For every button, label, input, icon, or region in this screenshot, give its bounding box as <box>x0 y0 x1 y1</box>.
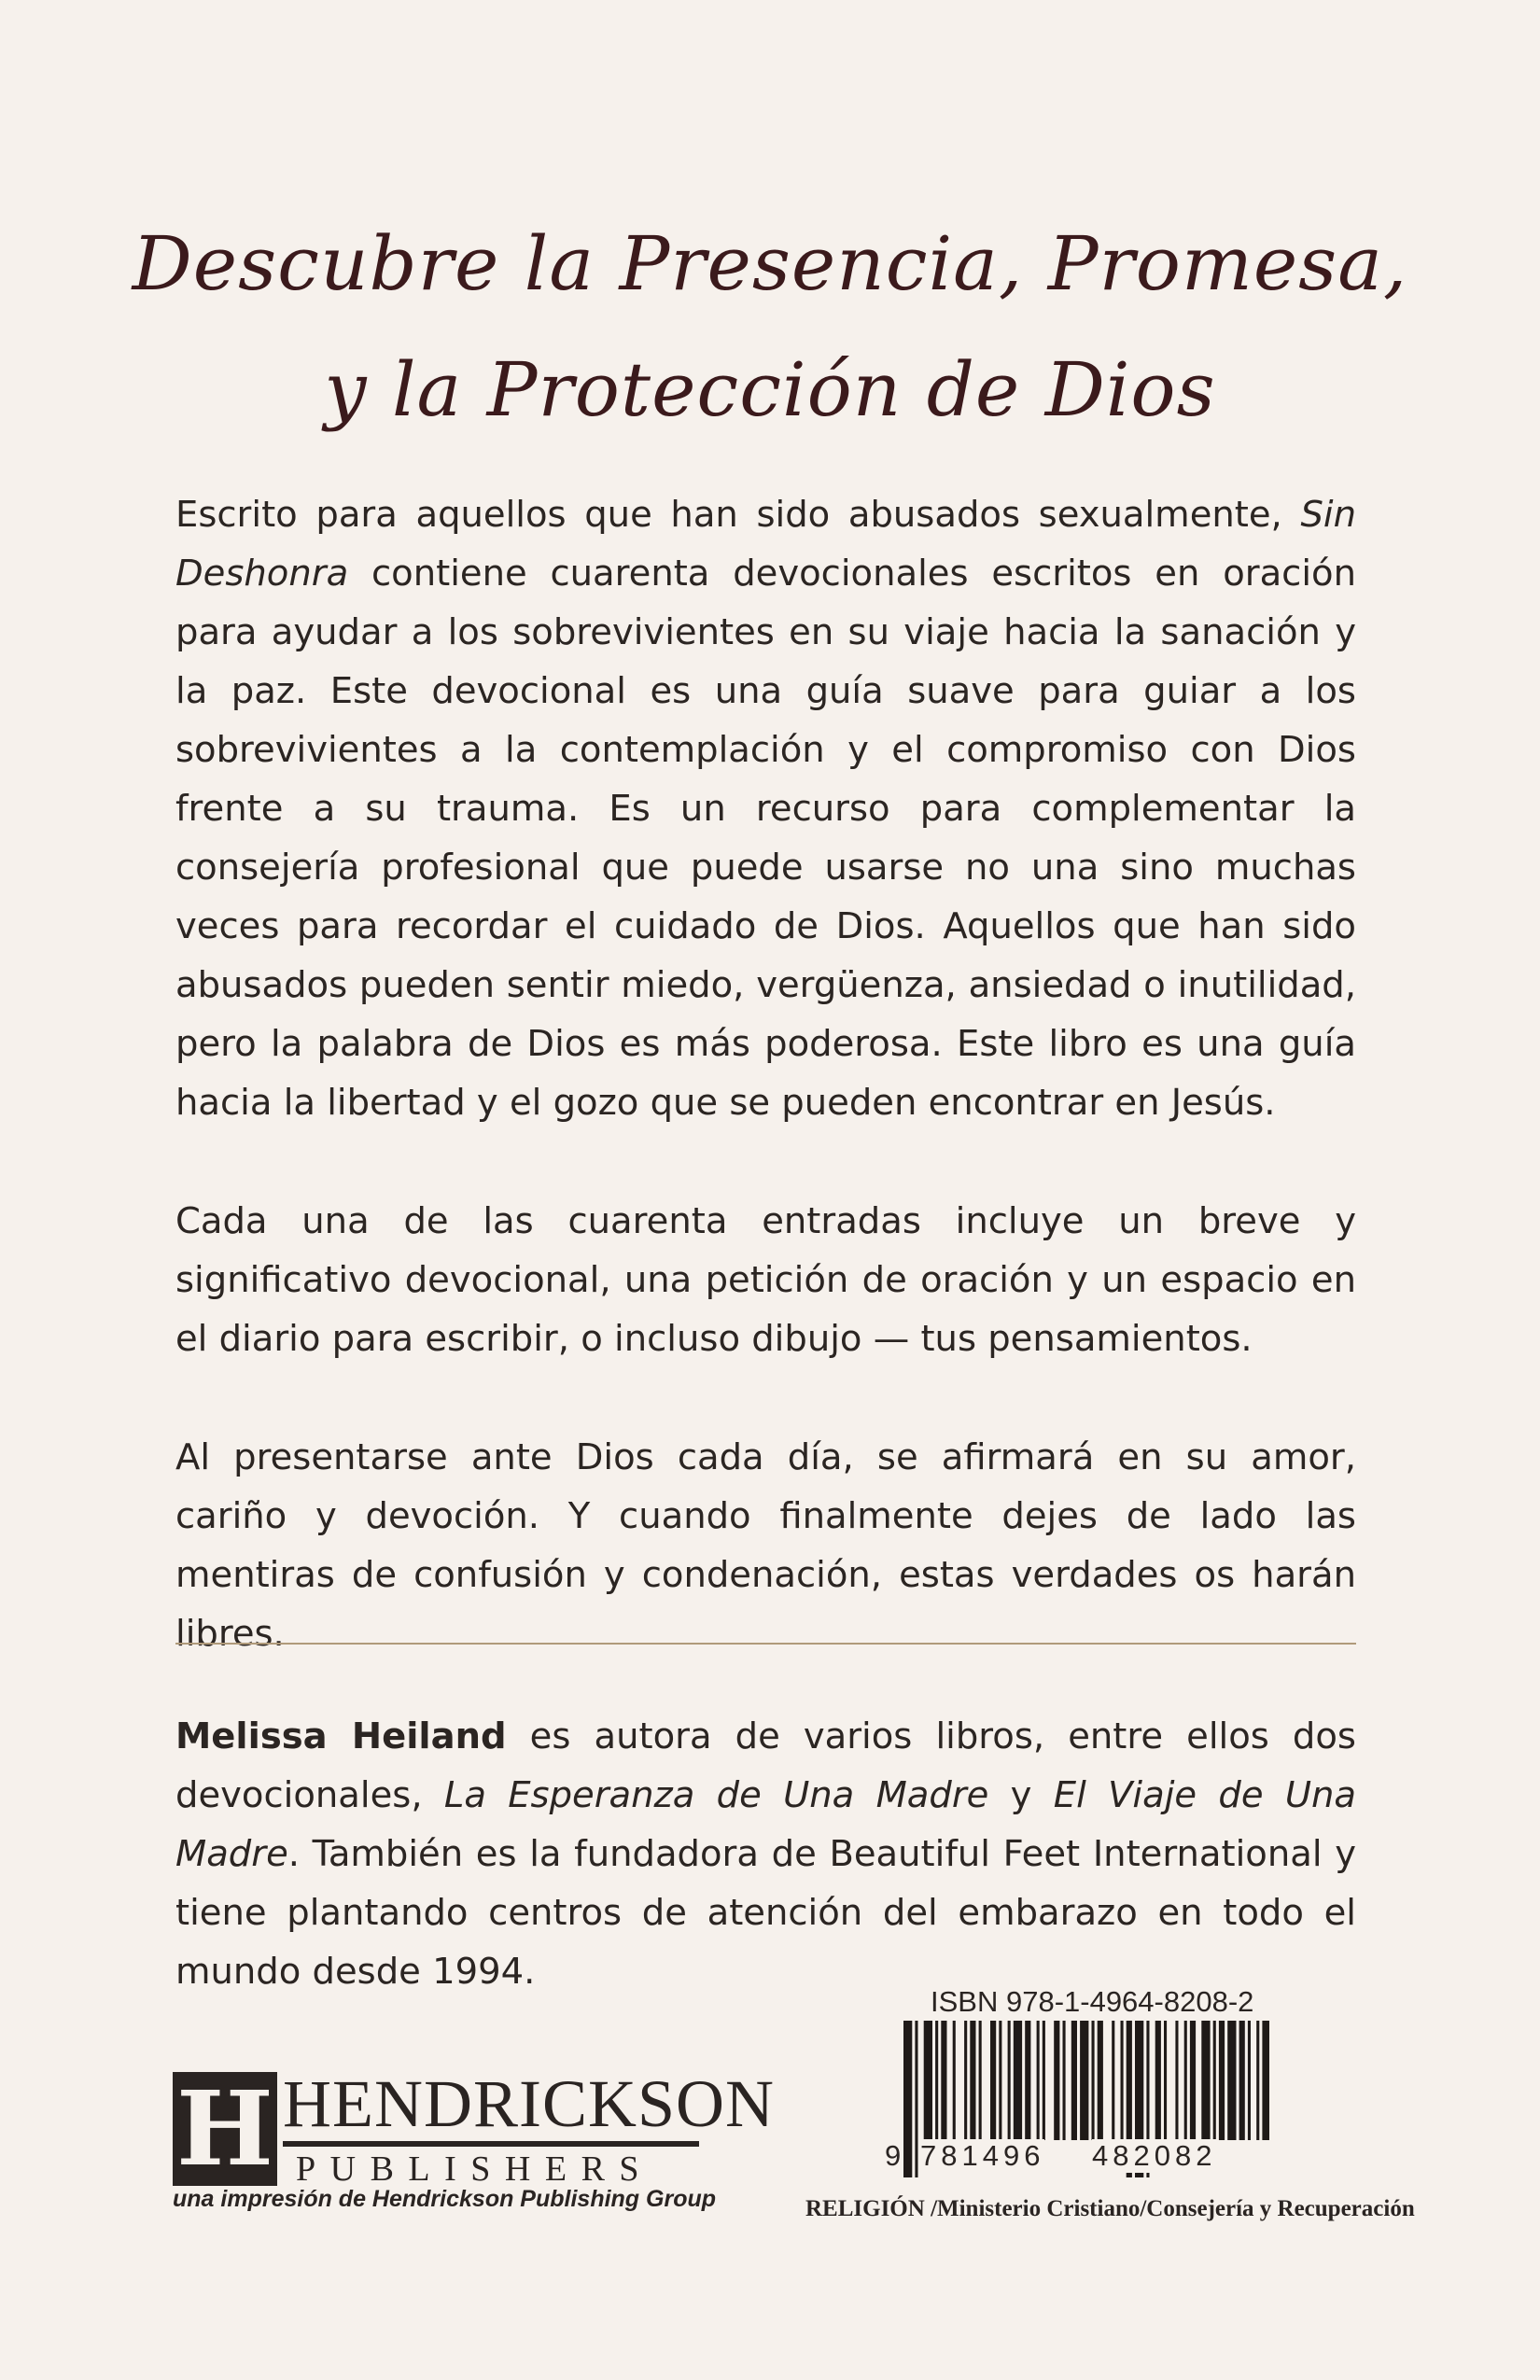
bio-text-3: . También es la fundadora de Beautiful Feet International y tiene plantando centros de atención del embarazo en todo el mundo desde 1994. <box>175 1833 1356 1993</box>
bio-text-2: y <box>988 1774 1054 1816</box>
description-paragraph-3 <box>175 1428 1356 1663</box>
para1-text-start: Escrito para aquellos que han sido abusados sexualmente, <box>175 494 1301 536</box>
category-label <box>805 2195 1415 2223</box>
description-paragraph-2 <box>175 1192 1356 1368</box>
publisher-logo-mark: H <box>173 2072 277 2186</box>
publisher-subtitle: PUBLISHERS <box>296 2149 654 2189</box>
barcode-digits-left: 781496 <box>920 2139 1045 2172</box>
headline <box>0 201 1540 453</box>
author-bio <box>175 1707 1356 2001</box>
category-rest: /Ministerio Cristiano/Consejería y Recuperación <box>924 2196 1415 2221</box>
para3-text: Al presentarse ante Dios cada día, se afirmará en su amor, cariño y devoción. Y cuando finalmente dejes de lado las mentiras de confusión y condenación, estas verdades os harán libres. <box>175 1436 1356 1655</box>
para2-text: Cada una de las cuarenta entradas incluye un breve y significativo devocional, una petición de oración y un espacio en el diario para escribir, o incluso dibujo — tus pensamientos. <box>175 1200 1356 1360</box>
headline-line-1: Descubre la Presencia, Promesa, <box>132 220 1408 307</box>
author-name: Melissa Heiland <box>175 1715 507 1757</box>
isbn-label: ISBN 978-1-4964-8208-2 <box>931 1985 1254 2018</box>
publisher-logo-bar <box>283 2141 699 2147</box>
publisher-logo <box>173 2065 776 2189</box>
description-paragraph-1 <box>175 485 1356 1132</box>
bio-book-2: El Viaje de Una Madre <box>175 1774 1356 1875</box>
barcode-digits-right: 482082 <box>1092 2139 1217 2172</box>
para1-text-end: contiene cuarenta devocionales escritos en oración para ayudar a los sobrevivientes en su viaje hacia la sanación y la paz. Este devocional es una guía suave para guiar a los sobrevivientes a la contemplación y el compromiso con Dios frente a su trauma. Es un recurso para complementar la consejería profesional que puede usarse no una sino muchas veces para recordar el cuidado de Dios. Aquellos que han sido abusados pueden sentir miedo, vergüenza, ansiedad o inutilidad, pero la palabra de Dios es más poderosa. Este libro es una guía hacia la libertad y el gozo que se pueden encontrar en Jesús. <box>175 553 1356 1124</box>
barcode-digit-first: 9 <box>885 2139 902 2172</box>
category-main: RELIGIÓN <box>805 2196 925 2221</box>
bio-text-1: es autora de varios libros, entre ellos dos devocionales, <box>175 1715 1356 1816</box>
headline-line-2: y la Protección de Dios <box>324 346 1216 433</box>
divider-rule <box>175 1643 1356 1645</box>
book-title: Sin Deshonra <box>175 494 1356 595</box>
publisher-name: HENDRICKSON <box>283 2066 776 2141</box>
publisher-imprint: una impresión de Hendrickson Publishing Group <box>173 2186 717 2212</box>
bio-book-1: La Esperanza de Una Madre <box>443 1774 989 1816</box>
